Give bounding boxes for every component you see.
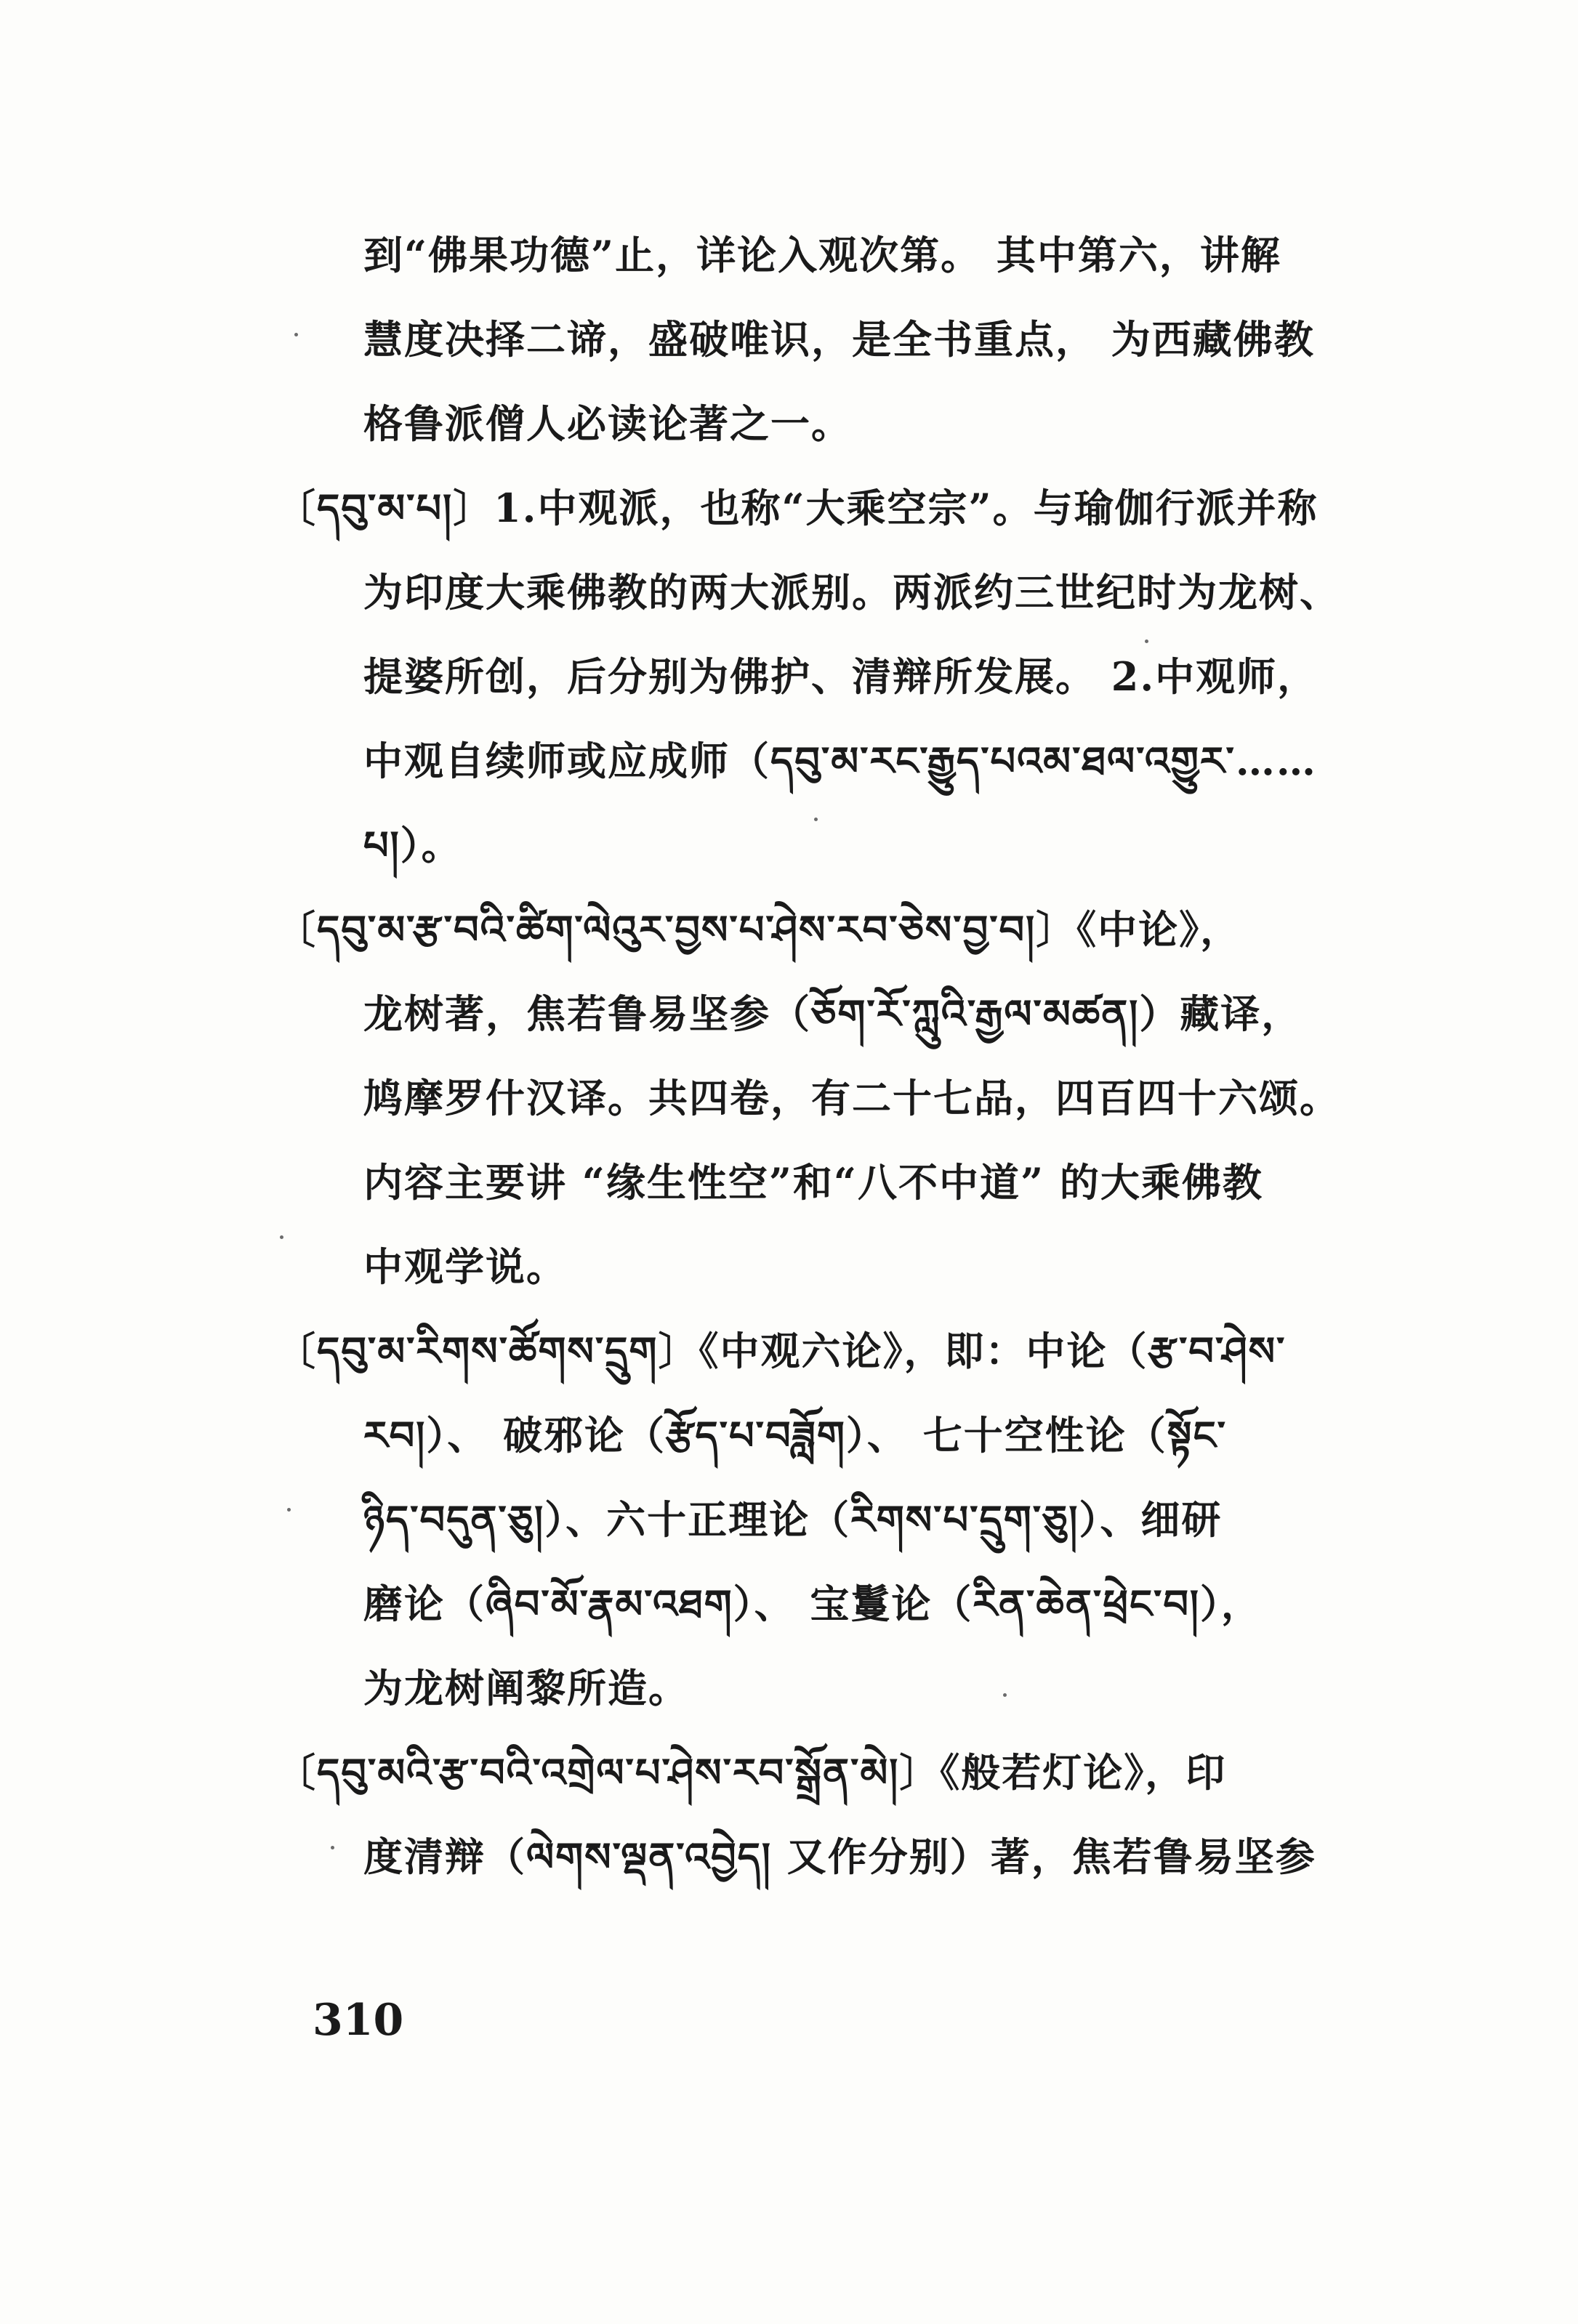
- print-speck: [287, 1508, 291, 1512]
- entry-mulamadhyamaka: 〔དབུ་མ་རྩ་བའི་ཚིག་ལེའུར་བྱས་པ་ཤེས་རབ་ཅེས་བྱ་བ།〕《中论》，: [276, 906, 1241, 953]
- text-line-7: 中观自续师或应成师（དབུ་མ་རང་རྒྱུད་པའམ་ཐལ་འགྱུར་……: [363, 738, 1317, 784]
- entry-prajnapradipa: 〔དབུ་མའི་རྩ་བའི་འགྲེལ་པ་ཤེས་རབ་སྒྲོན་མེ།〕《般若灯论》，印: [276, 1749, 1227, 1796]
- print-speck: [1003, 1693, 1007, 1697]
- text-line-16: ཉིད་བདུན་ཅུ།）、六十正理论（རིགས་པ་དྲུག་ཅུ།）、细研: [363, 1496, 1223, 1543]
- text-line-10: 龙树著，焦若鲁易坚参（ཅོག་རོ་ཀླུའི་རྒྱལ་མཚན།）藏译，: [363, 990, 1303, 1037]
- print-speck: [1145, 639, 1148, 643]
- text-line-20: 度清辩（ལེགས་ལྡན་འབྱེད། 又作分别）著，焦若鲁易坚参: [363, 1833, 1316, 1880]
- text-line-12: 内容主要讲 “缘生性空”和“八不中道” 的大乘佛教: [363, 1159, 1263, 1206]
- text-line-11: 鸠摩罗什汉译。共四卷，有二十七品，四百四十六颂。: [363, 1075, 1340, 1121]
- text-line-8: པ།）。: [363, 822, 462, 868]
- text-line-6: 提婆所创，后分别为佛护、清辩所发展。 2.中观师，: [363, 653, 1319, 700]
- text-line-1: 到“佛果功德”止，详论入观次第。 其中第六，讲解: [363, 232, 1281, 278]
- print-speck: [280, 1235, 283, 1239]
- entry-six-treatises: 〔དབུ་མ་རིགས་ཚོགས་དྲུག〕《中观六论》，即：中论（རྩ་བ་ཤེས་: [276, 1328, 1287, 1374]
- text-line-2: 慧度决择二谛，盛破唯识，是全书重点， 为西藏佛教: [363, 316, 1315, 363]
- print-speck: [814, 818, 818, 821]
- print-speck: [294, 333, 298, 336]
- text-line-13: 中观学说。: [363, 1243, 567, 1290]
- entry-madhyamika: 〔དབུ་མ་པ།〕1.中观派，也称“大乘空宗”。与瑜伽行派并称: [276, 485, 1319, 531]
- text-line-3: 格鲁派僧人必读论著之一。: [363, 400, 852, 447]
- text-line-15: རབ།）、 破邪论（རྩོད་པ་བཟློག）、 七十空性论（སྟོང་: [363, 1412, 1227, 1458]
- page-number: 310: [313, 1995, 404, 2046]
- text-line-5: 为印度大乘佛教的两大派别。两派约三世纪时为龙树、: [363, 569, 1340, 616]
- text-line-18: 为龙树阐黎所造。: [363, 1665, 689, 1711]
- print-speck: [331, 1846, 334, 1849]
- text-line-17: 磨论（ཞིབ་མོ་རྣམ་འཐག）、 宝鬘论（རིན་ཆེན་ཕྲེང་བ།），: [363, 1581, 1262, 1627]
